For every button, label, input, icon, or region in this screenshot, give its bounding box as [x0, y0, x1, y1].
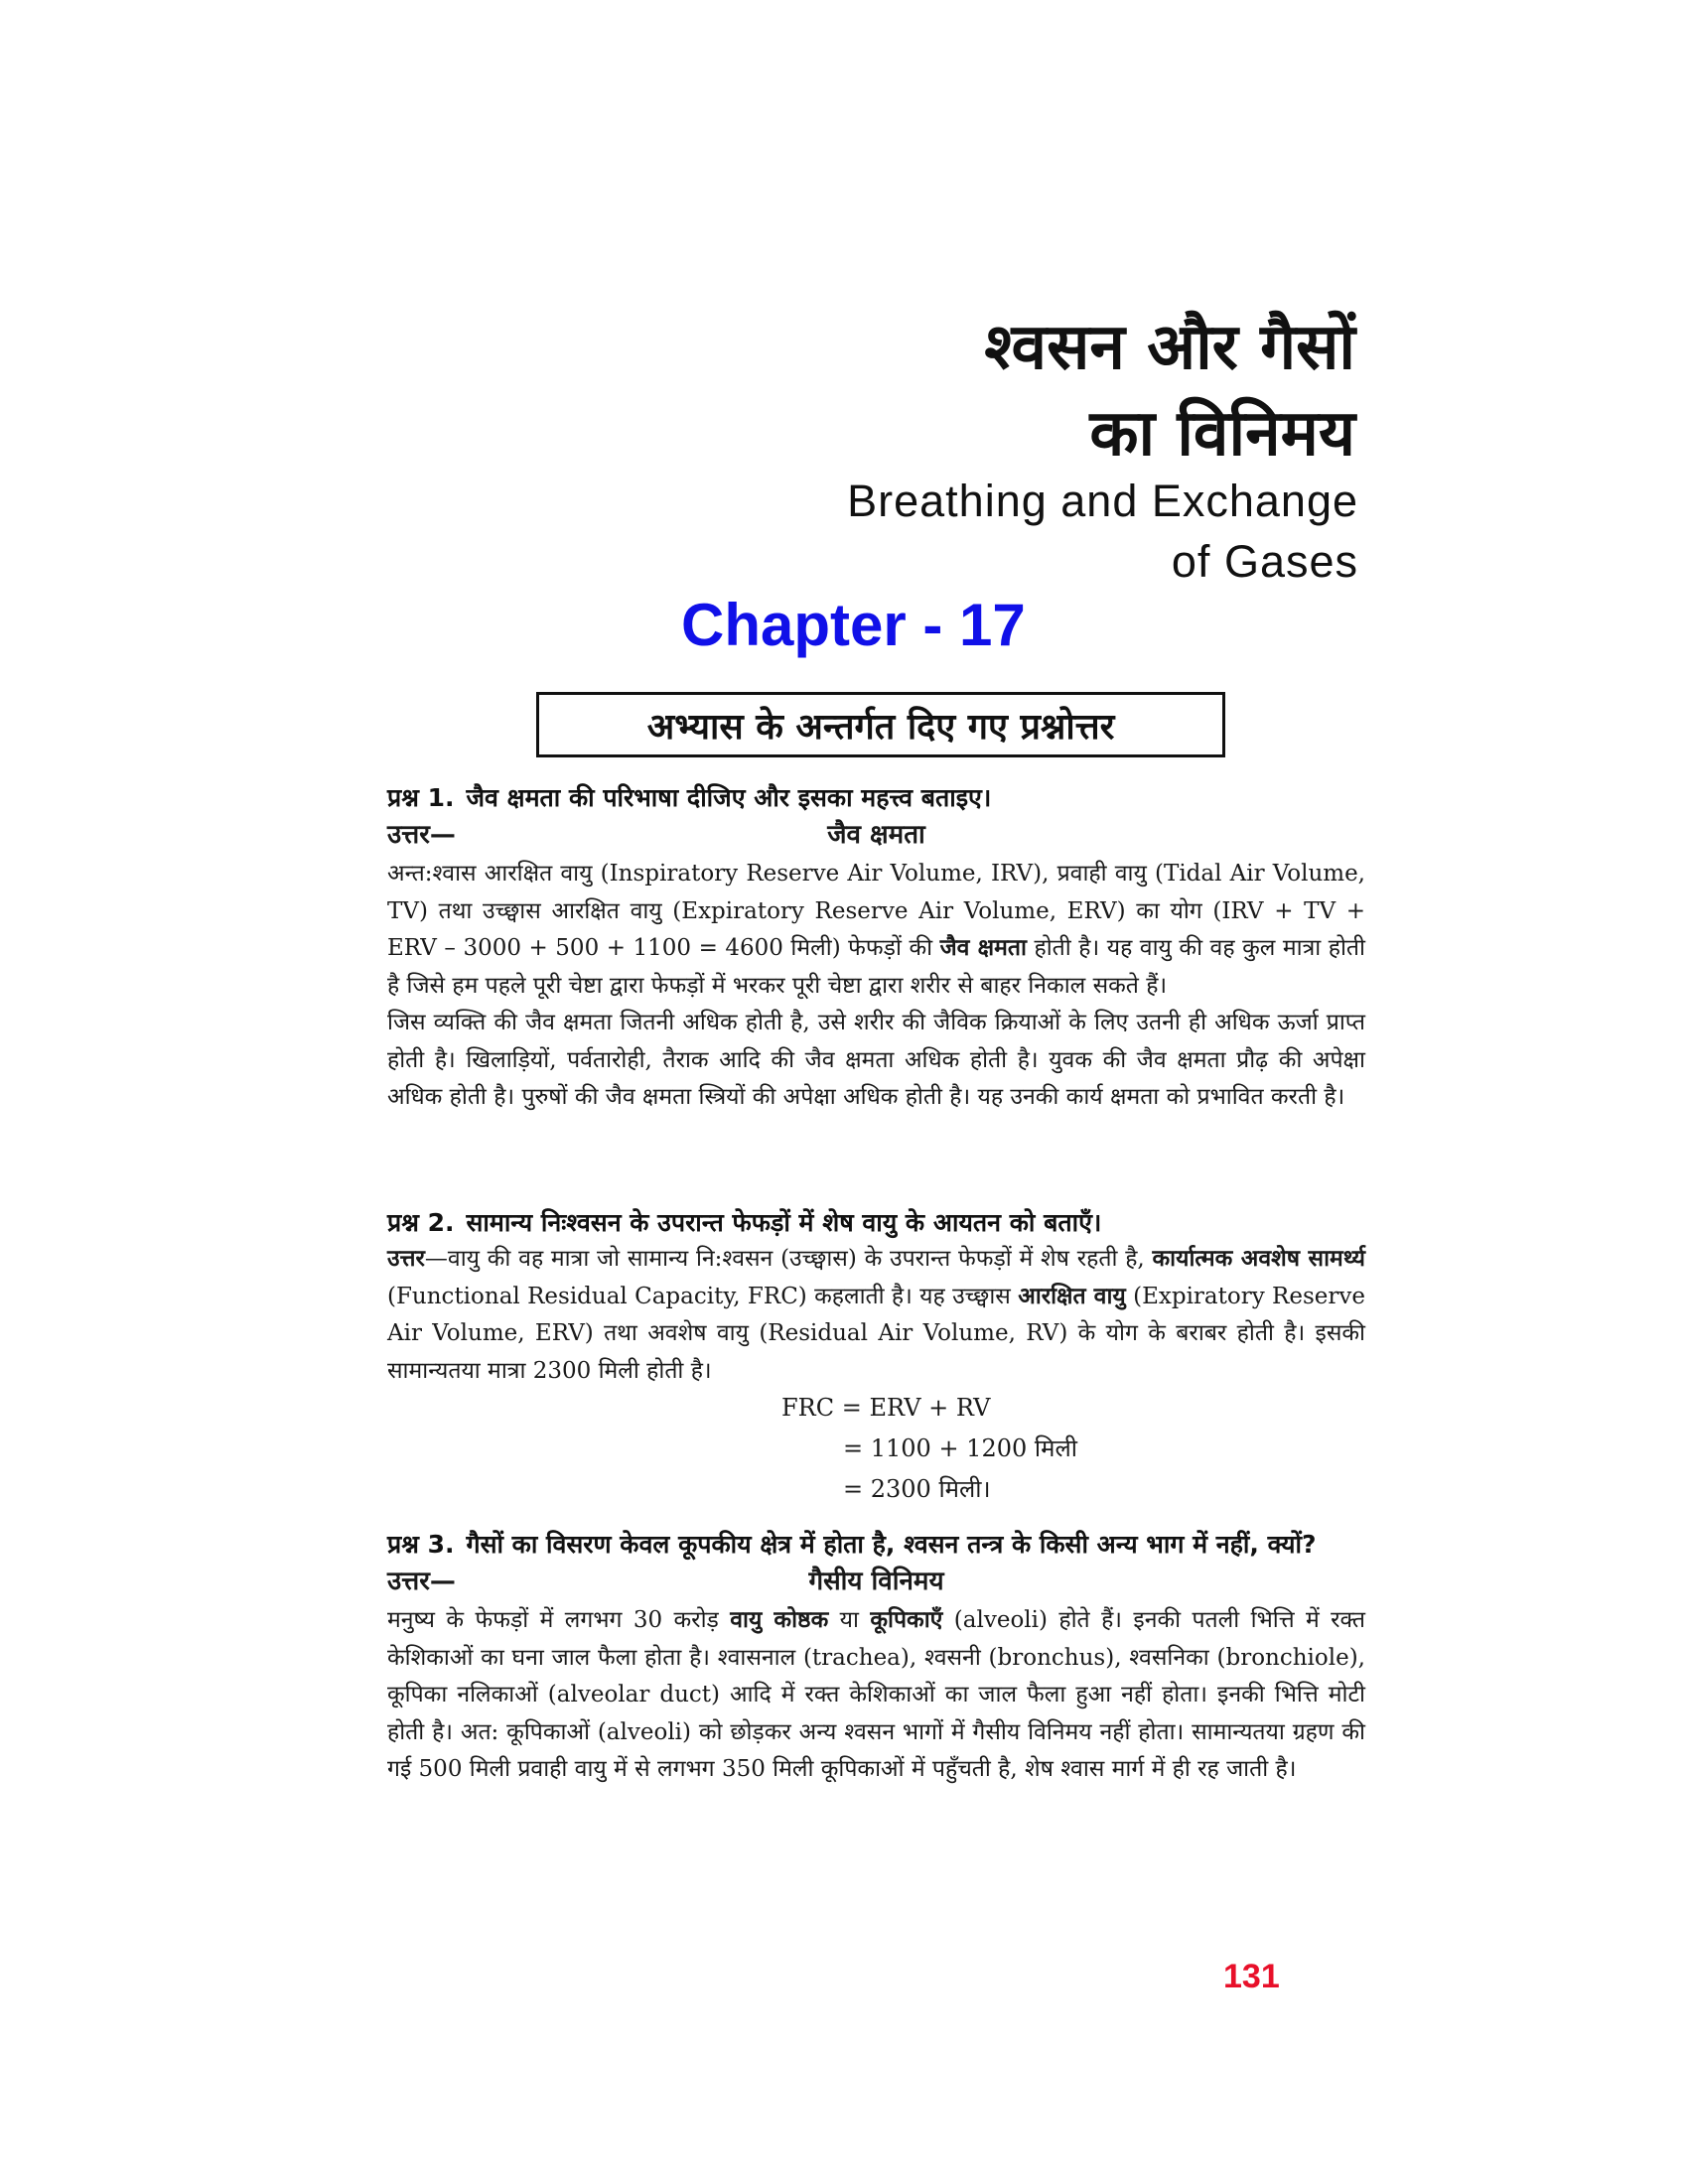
answer-3-paragraph: [387, 1602, 1365, 1789]
bold-term: कूपिकाएँ: [870, 1607, 943, 1633]
answer-2-paragraph: [387, 1241, 1365, 1390]
answer-1-paragraph-1: [387, 856, 1365, 1005]
chapter-title-hindi-line1: श्वसन और गैसों: [984, 311, 1355, 384]
text-run: मनुष्य के फेफड़ों में लगभग 30 करोड़: [387, 1607, 731, 1633]
bold-term: आरक्षित वायु: [1018, 1283, 1126, 1309]
question-2: [387, 1204, 1365, 1241]
formula-line-3: = 2300 मिली।: [843, 1475, 991, 1503]
text-run: अन्त:श्वास आरक्षित वायु (Inspiratory Reserve Air Volume, IRV), प्रवाही वायु (Tidal Air Volume, TV) तथा उच्छ्वास आरक्षित वायु (Expiratory Reserve Air Volume, ERV) का योग (IRV + TV + ERV – 3000 + 500 + 1100 = 4600 मिली) फेफड़ों की: [387, 861, 1365, 961]
text-run: (alveoli) होते हैं। इनकी पतली भित्ति में रक्त केशिकाओं का घना जाल फैला होता है। श्वासनाल (trachea), श्वसनी (bronchus), श्वसनिका (bronchiole), कूपिका नलिकाओं (alveolar duct) आदि में रक्त केशिकाओं का जाल फैला हुआ नहीं होता। इनकी भित्ति मोटी होती है। अत: कूपिकाओं (alveoli) को छोड़कर अन्य श्वसन भागों में गैसीय विनिमय नहीं होता। सामान्यतया ग्रहण की गई 500 मिली प्रवाही वायु में से लगभग 350 मिली कूपिकाओं में पहुँचती है, शेष श्वास मार्ग में ही रह जाती है।: [387, 1607, 1365, 1782]
chapter-number-heading: Chapter - 17: [681, 592, 1026, 658]
text-run: या: [828, 1607, 871, 1633]
question-3-label: प्रश्न 3.: [387, 1530, 455, 1559]
answer-3-heading: गैसीय विनिमय: [808, 1567, 944, 1596]
question-1-block: [387, 779, 1365, 1117]
question-2-text: सामान्य निःश्वसन के उपरान्त फेफड़ों में शेष वायु के आयतन को बताएँ।: [466, 1208, 1102, 1237]
text-run: (Expiratory Reserve Air Volume, ERV) तथा अवशेष वायु (Residual Air Volume, RV) के योग के बराबर होती है। इसकी सामान्यतया मात्रा 2300 मिली होती है।: [387, 1283, 1365, 1384]
chapter-title-english-line1: Breathing and Exchange: [847, 476, 1358, 526]
formula-line-1: FRC = ERV + RV: [781, 1394, 991, 1422]
question-3: [387, 1526, 1365, 1563]
question-3-text: गैसों का विसरण केवल कूपकीय क्षेत्र में होता है, श्वसन तन्त्र के किसी अन्य भाग में नहीं, क्यों?: [466, 1530, 1317, 1559]
answer-2-label: उत्तर: [387, 1246, 425, 1272]
chapter-title-hindi-line2: का विनिमय: [1089, 397, 1355, 471]
question-1-text: जैव क्षमता की परिभाषा दीजिए और इसका महत्त्व बताइए।: [466, 783, 992, 812]
bold-term: वायु कोष्ठक: [730, 1607, 829, 1633]
answer-3-label: उत्तर—: [387, 1567, 456, 1596]
bold-term: कार्यात्मक अवशेष सामर्थ्य: [1152, 1246, 1366, 1272]
page-number: 131: [1223, 1958, 1280, 1995]
question-2-label: प्रश्न 2.: [387, 1208, 455, 1237]
answer-1-label: उत्तर—: [387, 820, 456, 850]
chapter-title-english-line2: of Gases: [1171, 536, 1358, 587]
answer-1-heading: जैव क्षमता: [827, 820, 925, 850]
answer-1-header: [387, 816, 1365, 854]
answer-1-paragraph-2: जिस व्यक्ति की जैव क्षमता जितनी अधिक होती है, उसे शरीर की जैविक क्रियाओं के लिए उतनी ही अधिक ऊर्जा प्राप्त होती है। खिलाड़ियों, पर्वतारोही, तैराक आदि की जैव क्षमता अधिक होती है। युवक की जैव क्षमता प्रौढ़ की अपेक्षा अधिक होती है। पुरुषों की जैव क्षमता स्त्रियों की अपेक्षा अधिक होती है। यह उनकी कार्य क्षमता को प्रभावित करती है।: [387, 1010, 1365, 1110]
question-3-block: [387, 1526, 1365, 1789]
section-heading-box: [536, 692, 1225, 757]
section-heading: अभ्यास के अन्तर्गत दिए गए प्रश्नोत्तर: [646, 706, 1115, 748]
question-2-block: [387, 1204, 1365, 1390]
answer-3-header: [387, 1563, 1365, 1600]
text-run: —वायु की वह मात्रा जो सामान्य नि:श्वसन (उच्छ्वास) के उपरान्त फेफड़ों में शेष रहती है,: [424, 1246, 1153, 1272]
bold-term: जैव क्षमता: [939, 935, 1027, 961]
question-1: [387, 779, 1365, 816]
formula-line-2: = 1100 + 1200 मिली: [843, 1434, 1077, 1462]
text-run: (Functional Residual Capacity, FRC) कहलाती है। यह उच्छ्वास: [387, 1283, 1019, 1309]
text-run: होती है। यह वायु की वह कुल मात्रा होती है जिसे हम पहले पूरी चेष्टा द्वारा फेफड़ों में भरकर पूरी चेष्टा द्वारा शरीर से बाहर निकाल सकते हैं।: [387, 935, 1365, 999]
question-1-label: प्रश्न 1.: [387, 783, 455, 812]
